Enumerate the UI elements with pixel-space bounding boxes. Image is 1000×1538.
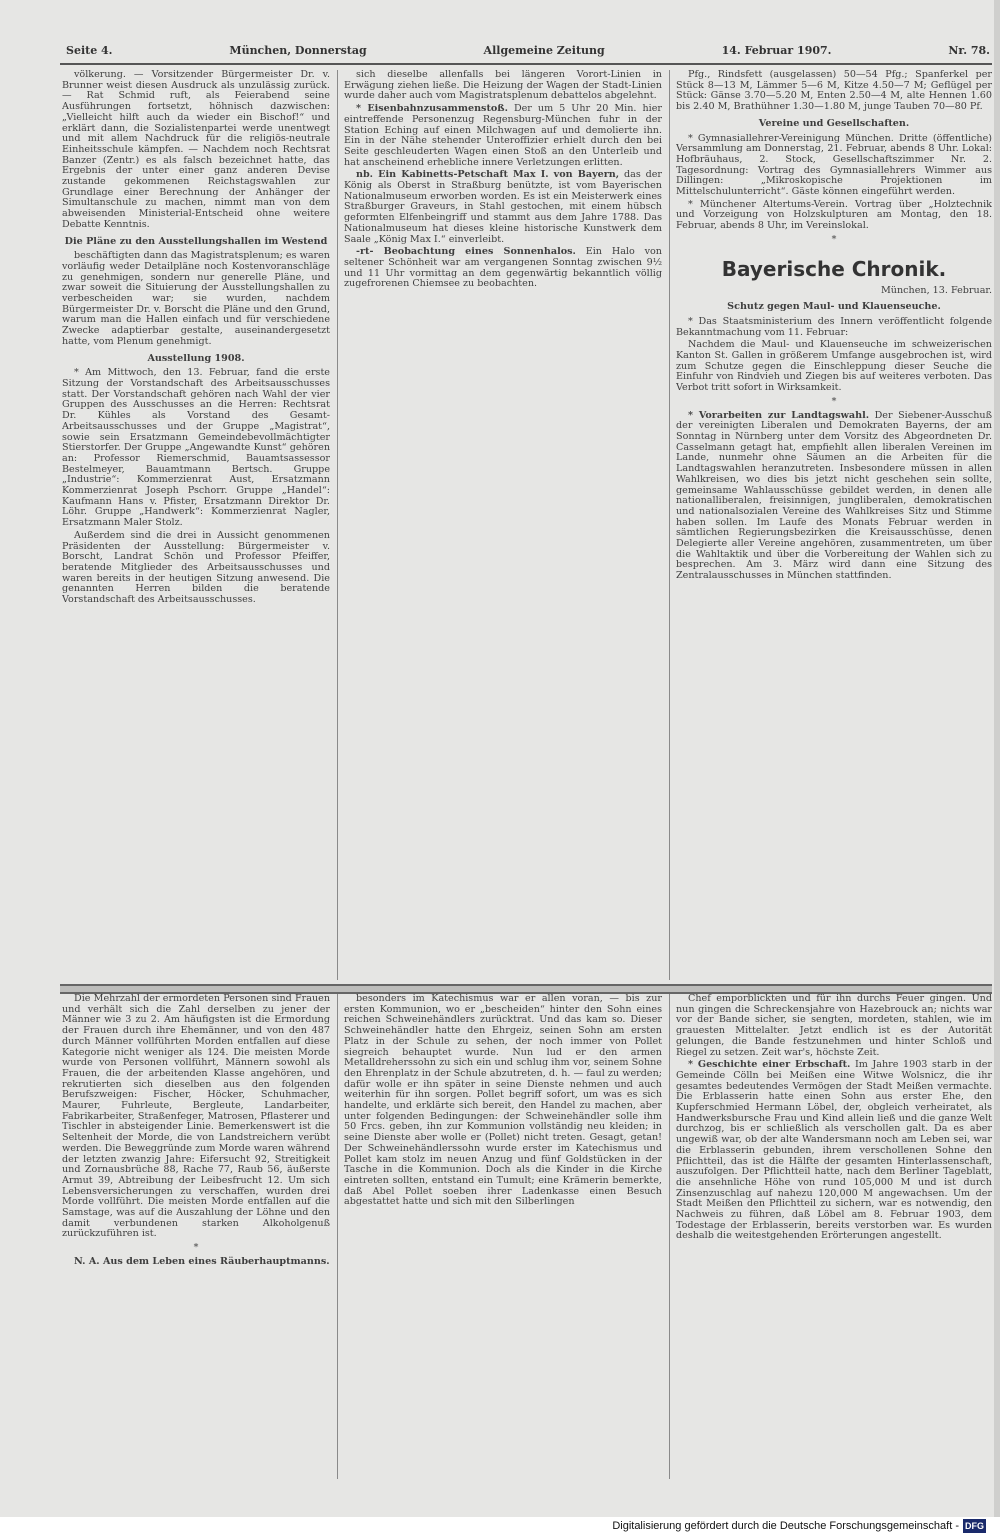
article-text: Der Siebener-Ausschuß der vereinigten Liberalen und Demokraten Bayerns, der am Sonntag in Nürnberg unter dem Vorsitz des Abgeordneten Dr. Casselmann getagt hat, empfiehlt allen liberalen Vereinen im Lande, nunmehr ohne Säumen an die Arbeiten für die Landtagswahlen heranzutreten. Insbesondere müssen in allen Wahlkreisen, wo dies bis jetzt nicht geschehen sein sollte, gemeinsame Wahlausschüsse gebildet werden, in denen alle nationalliberalen, freisinnigen, jungliberalen, demokratischen und nationalsozialen Vereine des Wahlkreises Sitz und Stimme haben sollen. Im Laufe des Monats Februar werden in sämtlichen Regierungsbezirken die Kreisausschüsse, denen Delegierte aller Vereine angehören, zusammentreten, um über die Wahltaktik und über die Vorbereitung der Wahlen sich zu besprechen. Am 3. März wird dann eine Sitzung des Zentralausschusses in München stattfinden. (676, 409, 992, 582)
article-text: Pfg., Rindsfett (ausgelassen) 50—54 Pfg.; Spanferkel per Stück 8—13 M, Lämmer 5—6 M, Kitze 4.50—7 M; Geflügel per Stück: Gänse 3.70—5.20 M, Enten 2.50—4 M, alte Hennen 1.60 bis 2.40 M, Brathühner 1.30—1.80 M, junge Tauben 70—80 Pf. (676, 70, 992, 113)
column-divider (669, 994, 670, 1479)
article-heading: -rt- Beobachtung eines Sonnenhalos. (356, 246, 576, 258)
article-heading: Schutz gegen Maul- und Klauenseuche. (727, 301, 941, 313)
article-heading: Die Pläne zu den Ausstellungshallen im Westend (64, 235, 328, 247)
page-number: Seite 4. (66, 44, 113, 57)
article-text: * Am Mittwoch, den 13. Februar, fand die erste Sitzung der Vorstandschaft des Arbeitsausschusses statt. Der Vorstandschaft gehören nach Wahl der vier Gruppen des Ausschusses an die Herren: Rechtsrat Dr. Kühles als Vorstand des Gesamt-Arbeitsausschusses und der Gruppe „Magistrat“, sowie sein Ersatzmann Gemeindebevollmächtigter Stierstorfer. Der Gruppe „Angewandte Kunst“ gehören an: Professor Riemerschmid, Bauamtsassessor Bestelmeyer, Bauamtmann Bertsch. Gruppe „Industrie“: Kommerzienrat Aust, Ersatzmann Kommerzienrat Joseph Pschorr. Gruppe „Handel“: Kaufmann Hans v. Pfister, Ersatzmann Direktor Dr. Löhr. Gruppe „Handwerk“: Kommerzienrat Nagler, Ersatzmann Maler Stolz. (62, 367, 330, 529)
article-text: völkerung. — Vorsitzender Bürgermeister Dr. v. Brunner weist diesen Ausdruck als unzulässig zurück. — Rat Schmid ruft, als Feierabend seine Ausführungen fortsetzt, höhnisch dazwischen: „Vielleicht hilft auch da wieder ein Bischof!“ und erklärt dann, die Sozialistenpartei werde unentwegt und mit allem Nachdruck für die religiös-neutrale Einheitsschule kämpfen. — Nachdem noch Rechtsrat Banzer (Zentr.) es als falsch bezeichnet hatte, das Ergebnis der unter einer ganz anderen Devise zustande gekommenen Reichstagswahlen zur Grundlage einer Berechnung der Anhänger der Simultanschule zu machen, nimmt man von dem abweisenden Ministerial-Entscheid ohne weitere Debatte Kenntnis. (62, 70, 330, 230)
credit-text: Digitalisierung gefördert durch die Deutsche Forschungsgemeinschaft - (612, 1520, 959, 1532)
separator-star: * (831, 395, 837, 407)
column-divider (337, 70, 338, 980)
bottom-column-1 (62, 994, 330, 1479)
issue-date: 14. Februar 1907. (721, 44, 832, 57)
article-text: das der König als Oberst in Straßburg benützte, ist vom Bayerischen Nationalmuseum erworben worden. Es ist ein Meisterwerk eines Straßburger Graveurs, in Stahl gestochen, mit einem hübsch geformten Elfenbeingriff und stammt aus dem Jahre 1788. Das Nationalmuseum hat dieses kleine historische Kunstwerk dem Saale „König Max I.“ einverleibt. (344, 169, 662, 245)
bottom-column-2 (344, 994, 662, 1479)
separator-star: * (831, 233, 837, 245)
dateline: München, 13. Februar. (880, 284, 992, 296)
header-rule (60, 63, 992, 65)
article-text: besonders im Katechismus war er allen voran, — bis zur ersten Kommunion, wo er „bescheiden“ hinter den Sohn eines reichen Schweinehändlers zurücktrat. Und das kam so. Dieser Schweinehändler hatte den Ehrgeiz, seinen Sohn am ersten Platz in der Schule zu sehen, der noch immer von Pollet siegreich behauptet wurde. Nun lud er den armen Metalldreherssohn zu sich ein und schlug ihm vor, seinem Sohne den Ehrenplatz in der Schule abzutreten, d. h. — faul zu werden; dafür wolle er ihn später in seine Dienste nehmen und auch weiterhin für ihn sorgen. Pollet begriff sofort, um was es sich handelte, und erklärte sich bereit, den Handel zu machen, aber unter folgenden Bedingungen: der Schweinehändler solle ihm 50 Frcs. geben, ihn zur Kommunion vollständig neu kleiden; in seine Dienste aber wolle er (Pollet) nicht treten. Gesagt, getan! Der Schweinehändlerssohn wurde erster im Katechismus und Pollet kam stolz im neuen Anzug und fünf Goldstücken in der Tasche in die Kommunion. Doch als die Kinder in die Kirche eintreten sollten, entstand ein Tumult; eine Krämerin bemerkte, daß Abel Pollet soeben ihrer Ladenkasse einen Besuch abgestattet hatte und sich mit den Silberlingen (344, 994, 662, 1208)
article-heading: nb. Ein Kabinetts-Petschaft Max I. von Bayern, (356, 169, 620, 181)
article-heading: Ausstellung 1908. (147, 352, 245, 364)
article-text: Chef emporblickten und für ihn durchs Feuer gingen. Und nun gingen die Schreckensjahre von Hazebrouck an; nichts war vor der Bande sicher, sie sengten, mordeten, stahlen, wie im grauesten Mittelalter. Jetzt endlich ist es der Autorität gelungen, die Bande festzunehmen und hinter Schloß und Riegel zu setzen. Zeit war's, höchste Zeit. (676, 994, 992, 1058)
masthead (66, 44, 990, 60)
bottom-column-3 (676, 994, 992, 1479)
article-heading: * Vorarbeiten zur Landtagswahl. (688, 409, 870, 421)
dfg-logo: DFG (965, 1521, 984, 1531)
top-column-3 (676, 70, 992, 982)
article-text: Im Jahre 1903 starb in der Gemeinde Cölln bei Meißen eine Witwe Wolsnicz, die ihr gesamtes bedeutendes Vermögen der Stadt Meißen vermachte. Die Erblasserin hatte einen Sohn aus erster Ehe, den Kupferschmied Hermann Löbel, der, obgleich verheiratet, als Handwerksbursche Frau und Kind allein ließ und die ganze Welt durchzog, bis er schließlich als verschollen galt. Da es aber ungewiß war, ob der alte Wandersmann noch am Leben sei, war die Erblasserin gebunden, ihrem verschollenen Sohne den Pflichtteil, das ist die Hälfte der gesamten Hinterlassenschaft, auszufolgen. Der Pflichtteil hatte, nach dem Berliner Tageblatt, die ansehnliche Höhe von rund 105,000 M und ist durch Zinsenzuschlag auf nahezu 120,000 M angewachsen. Um der Stadt Meißen den Pflichtteil zu sichern, war es notwendig, den Nachweis zu führen, daß Löbel am 8. Februar 1903, dem Todestage der Erblasserin, bereits verstorben war. Es wurden deshalb die weitestgehenden Erörterungen angestellt. (676, 1059, 992, 1242)
newspaper-title: Allgemeine Zeitung (483, 44, 605, 57)
separator-star: * (193, 1242, 199, 1254)
article-heading: N. A. Aus dem Leben eines Räuberhauptmanns. (74, 1255, 330, 1267)
article-text: * Das Staatsministerium des Innern veröffentlicht folgende Bekanntmachung vom 11. Februar: (676, 315, 992, 338)
article-text: Nachdem die Maul- und Klauenseuche im schweizerischen Kanton St. Gallen in größerem Umfange ausgebrochen ist, wird zum Schutze gegen die Einschleppung dieser Seuche die Einfuhr von Rindvieh und Ziegen bis auf weiteres verboten. Das Verbot tritt sofort in Wirksamkeit. (676, 339, 992, 394)
top-column-2 (344, 70, 662, 982)
feuilleton-divider (60, 984, 992, 994)
article-text: beschäftigten dann das Magistratsplenum; es waren vorläufig weder Detailpläne noch Kostenvoranschläge zu genehmigen, sondern nur generelle Pläne, und zwar soweit die Situierung der Ausstellungshallen zu verbescheiden war; sie wurden, nachdem Bürgermeister Dr. v. Borscht die Pläne und den Grund, warum man die Hallen einfach und für verschiedene Zwecke adaptierbar gestalte, auseinandergesetzt hatte, vom Plenum genehmigt. (62, 250, 330, 347)
digitization-credit (612, 1519, 986, 1533)
article-text: * Münchener Altertums-Verein. Vortrag über „Holztechnik und Vorzeigung von Holzskulpturen am Montag, den 18. Februar, abends 8 Uhr, im Vereinslokal. (676, 198, 992, 232)
article-text: Außerdem sind die drei in Aussicht genommenen Präsidenten der Ausstellung: Bürgermeister v. Borscht, Landrat Schön und Professor Pfeiffer, beratende Mitglieder des Arbeitsausschusses und waren bereits in der heutigen Sitzung anwesend. Die genannten Herren bilden die beratende Vorstandschaft des Arbeitsausschusses. (62, 529, 330, 606)
article-heading: * Geschichte einer Erbschaft. (688, 1059, 851, 1071)
article-text: sich dieselbe allenfalls bei längeren Vorort-Linien in Erwägung ziehen ließe. Die Heizung der Wagen der Stadt-Linien wurde daher auch vom Magistratsplenum debattelos abgelehnt. (344, 70, 662, 102)
article-heading: * Eisenbahnzusammenstoß. (356, 103, 508, 115)
section-heading: Vereine und Gesellschaften. (758, 117, 910, 129)
column-divider (337, 994, 338, 1479)
article-text: * Gymnasiallehrer-Vereinigung München. Dritte (öffentliche) Versammlung am Donnerstag, 21. Februar, abends 8 Uhr. Lokal: Hofbräuhaus, 2. Stock, Gesellschaftszimmer Nr. 2. Tagesordnung: Vortrag des Gymnasiallehrers Wimmer aus Dillingen: „Mikroskopische Projektionen im Mittelschulunterricht“. Gäste können eingeführt werden. (676, 132, 992, 198)
column-divider (669, 70, 670, 980)
top-column-1 (62, 70, 330, 982)
place-day: München, Donnerstag (229, 44, 367, 57)
article-text: Die Mehrzahl der ermordeten Personen sind Frauen und verhält sich die Zahl derselben zu jener der Männer wie 3 zu 2. Am häufigsten ist die Ermordung der Frauen durch ihre Ehemänner, und von den 487 durch Männer vollführten Morden entfallen auf diese Kategorie nicht weniger als 124. Die meisten Morde wurde von Personen vollführt, Männern sowohl als Frauen, die der arbeitenden Klasse angehören, und rekrutierten sich dieselben aus den folgenden Berufszweigen: Fischer, Höcker, Schuhmacher, Maurer, Fuhrleute, Bergleute, Landarbeiter, Fabrikarbeiter, Straßenfeger, Matrosen, Pflasterer und Tischler in absteigender Linie. Bemerkenswert ist die Seltenheit der Morde, die von Landstreichern verübt werden. Die Beweggründe zum Morde waren während der letzten zwanzig Jahre: Eifersucht 92, Streitigkeit und Zornausbrüche 88, Rache 77, Raub 56, äußerste Armut 39, Abtreibung der Leibesfrucht 12. Um sich Lebensversicherungen zu verschaffen, wurden drei Morde vollführt. Die meisten Morde entfallen auf die Samstage, was auf die Auszahlung der Löhne und den damit verbundenen starken Alkoholgenuß zurückzuführen ist. (62, 994, 330, 1240)
article-text: Der um 5 Uhr 20 Min. hier eintreffende Personenzug Regensburg-München fuhr in der Station Eching auf einen Milchwagen auf und demolierte ihn. Ein in der Nähe stehender Unteroffizier erhielt durch den bei Seite geschleuderten Wagen einen Stoß an den Unterleib und hat anscheinend erhebliche innere Verletzungen erlitten. (344, 103, 662, 168)
article-text: Ein Halo von seltener Schönheit war am vergangenen Sonntag zwischen 9½ und 11 Uhr vormittag an dem gegenwärtig bekanntlich völlig zugefrorenen Chiemsee zu beobachten. (344, 246, 662, 290)
issue-number: Nr. 78. (948, 44, 990, 57)
page-edge (994, 0, 1000, 1517)
section-title: Bayerische Chronik. (721, 256, 947, 281)
